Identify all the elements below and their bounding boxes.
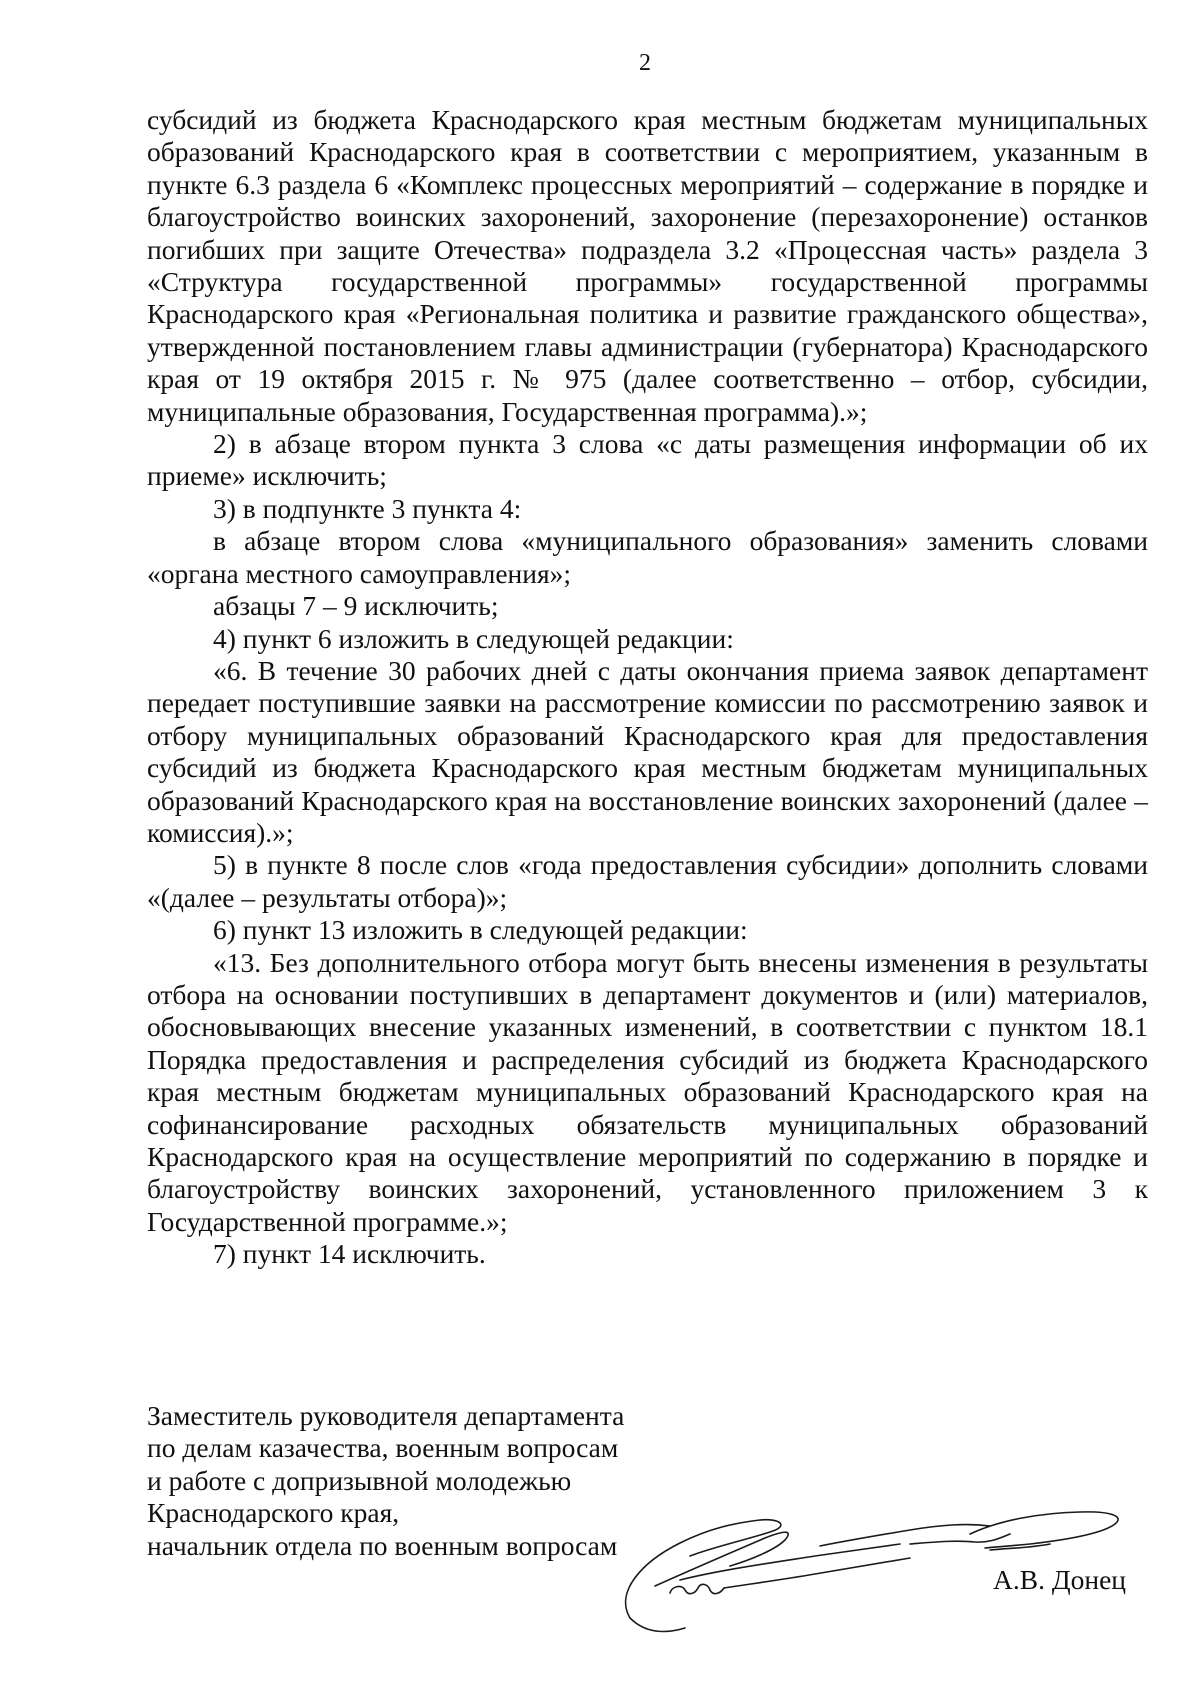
page-number: 2 bbox=[639, 50, 651, 76]
paragraph: 5) в пункте 8 после слов «года предоставления субсидии» дополнить словами «(далее – результаты отбора)»; bbox=[147, 849, 1148, 913]
signatory-position-line: Краснодарского края, bbox=[147, 1497, 400, 1529]
signatory-position-line: начальник отдела по военным вопросам bbox=[147, 1529, 618, 1561]
paragraph: 6) пункт 13 изложить в следующей редакции: bbox=[213, 914, 748, 946]
paragraph: в абзаце втором слова «муниципального образования» заменить словами «органа местного самоуправления»; bbox=[147, 525, 1148, 589]
paragraph: 4) пункт 6 изложить в следующей редакции: bbox=[213, 622, 734, 654]
paragraph: 7) пункт 14 исключить. bbox=[213, 1238, 486, 1270]
paragraph: 2) в абзаце втором пункта 3 слова «с даты размещения информации об их приеме» исключить; bbox=[147, 428, 1148, 492]
paragraph: «13. Без дополнительного отбора могут быть внесены изменения в результаты отбора на основании поступивших в департамент документов и (или) материалов, обосновывающих внесение указанных изменений, в соответствии с пунктом 18.1 Порядка предоставления и распределения субсидий из бюджета Краснодарского края местным бюджетам муниципальных образований Краснодарского края на софинансирование расходных обязательств муниципальных образований Краснодарского края на осуществление мероприятий по содержанию в порядке и благоустройству воинских захоронений, установленного приложением 3 к Государственной программе.»; bbox=[147, 946, 1148, 1237]
paragraph: «6. В течение 30 рабочих дней с даты окончания приема заявок департамент передает поступившие заявки на рассмотрение комиссии по рассмотрению заявок и отбору муниципальных образований Краснодарского края для предоставления субсидий из бюджета Краснодарского края местным бюджетам муниципальных образований Краснодарского края на восстановление воинских захоронений (далее – комиссия).»; bbox=[147, 654, 1148, 848]
handwritten-signature bbox=[610, 1468, 1130, 1648]
signatory-position-line: по делам казачества, военным вопросам bbox=[147, 1432, 619, 1464]
document-body bbox=[147, 104, 1148, 1271]
signatory-name: А.В. Донец bbox=[993, 1564, 1126, 1595]
signatory-position-line: и работе с допризывной молодежью bbox=[147, 1464, 572, 1496]
paragraph: субсидий из бюджета Краснодарского края местным бюджетам муниципальных образований Краснодарского края в соответствии с мероприятием, указанным в пункте 6.3 раздела 6 «Комплекс процессных мероприятий – содержание в порядке и благоустройство воинских захоронений, захоронение (перезахоронение) останков погибших при защите Отечества» подраздела 3.2 «Процессная часть» раздела 3 «Структура государственной программы» государственной программы Краснодарского края «Региональная политика и развитие гражданского общества», утвержденной постановлением главы администрации (губернатора) Краснодарского края от 19 октября 2015 г. № 975 (далее соответственно – отбор, субсидии, муниципальные образования, Государственная программа).»; bbox=[147, 104, 1148, 427]
paragraph: 3) в подпункте 3 пункта 4: bbox=[213, 492, 522, 524]
signatory-position-line: Заместитель руководителя департамента bbox=[147, 1400, 625, 1431]
paragraph: абзацы 7 – 9 исключить; bbox=[213, 590, 499, 622]
